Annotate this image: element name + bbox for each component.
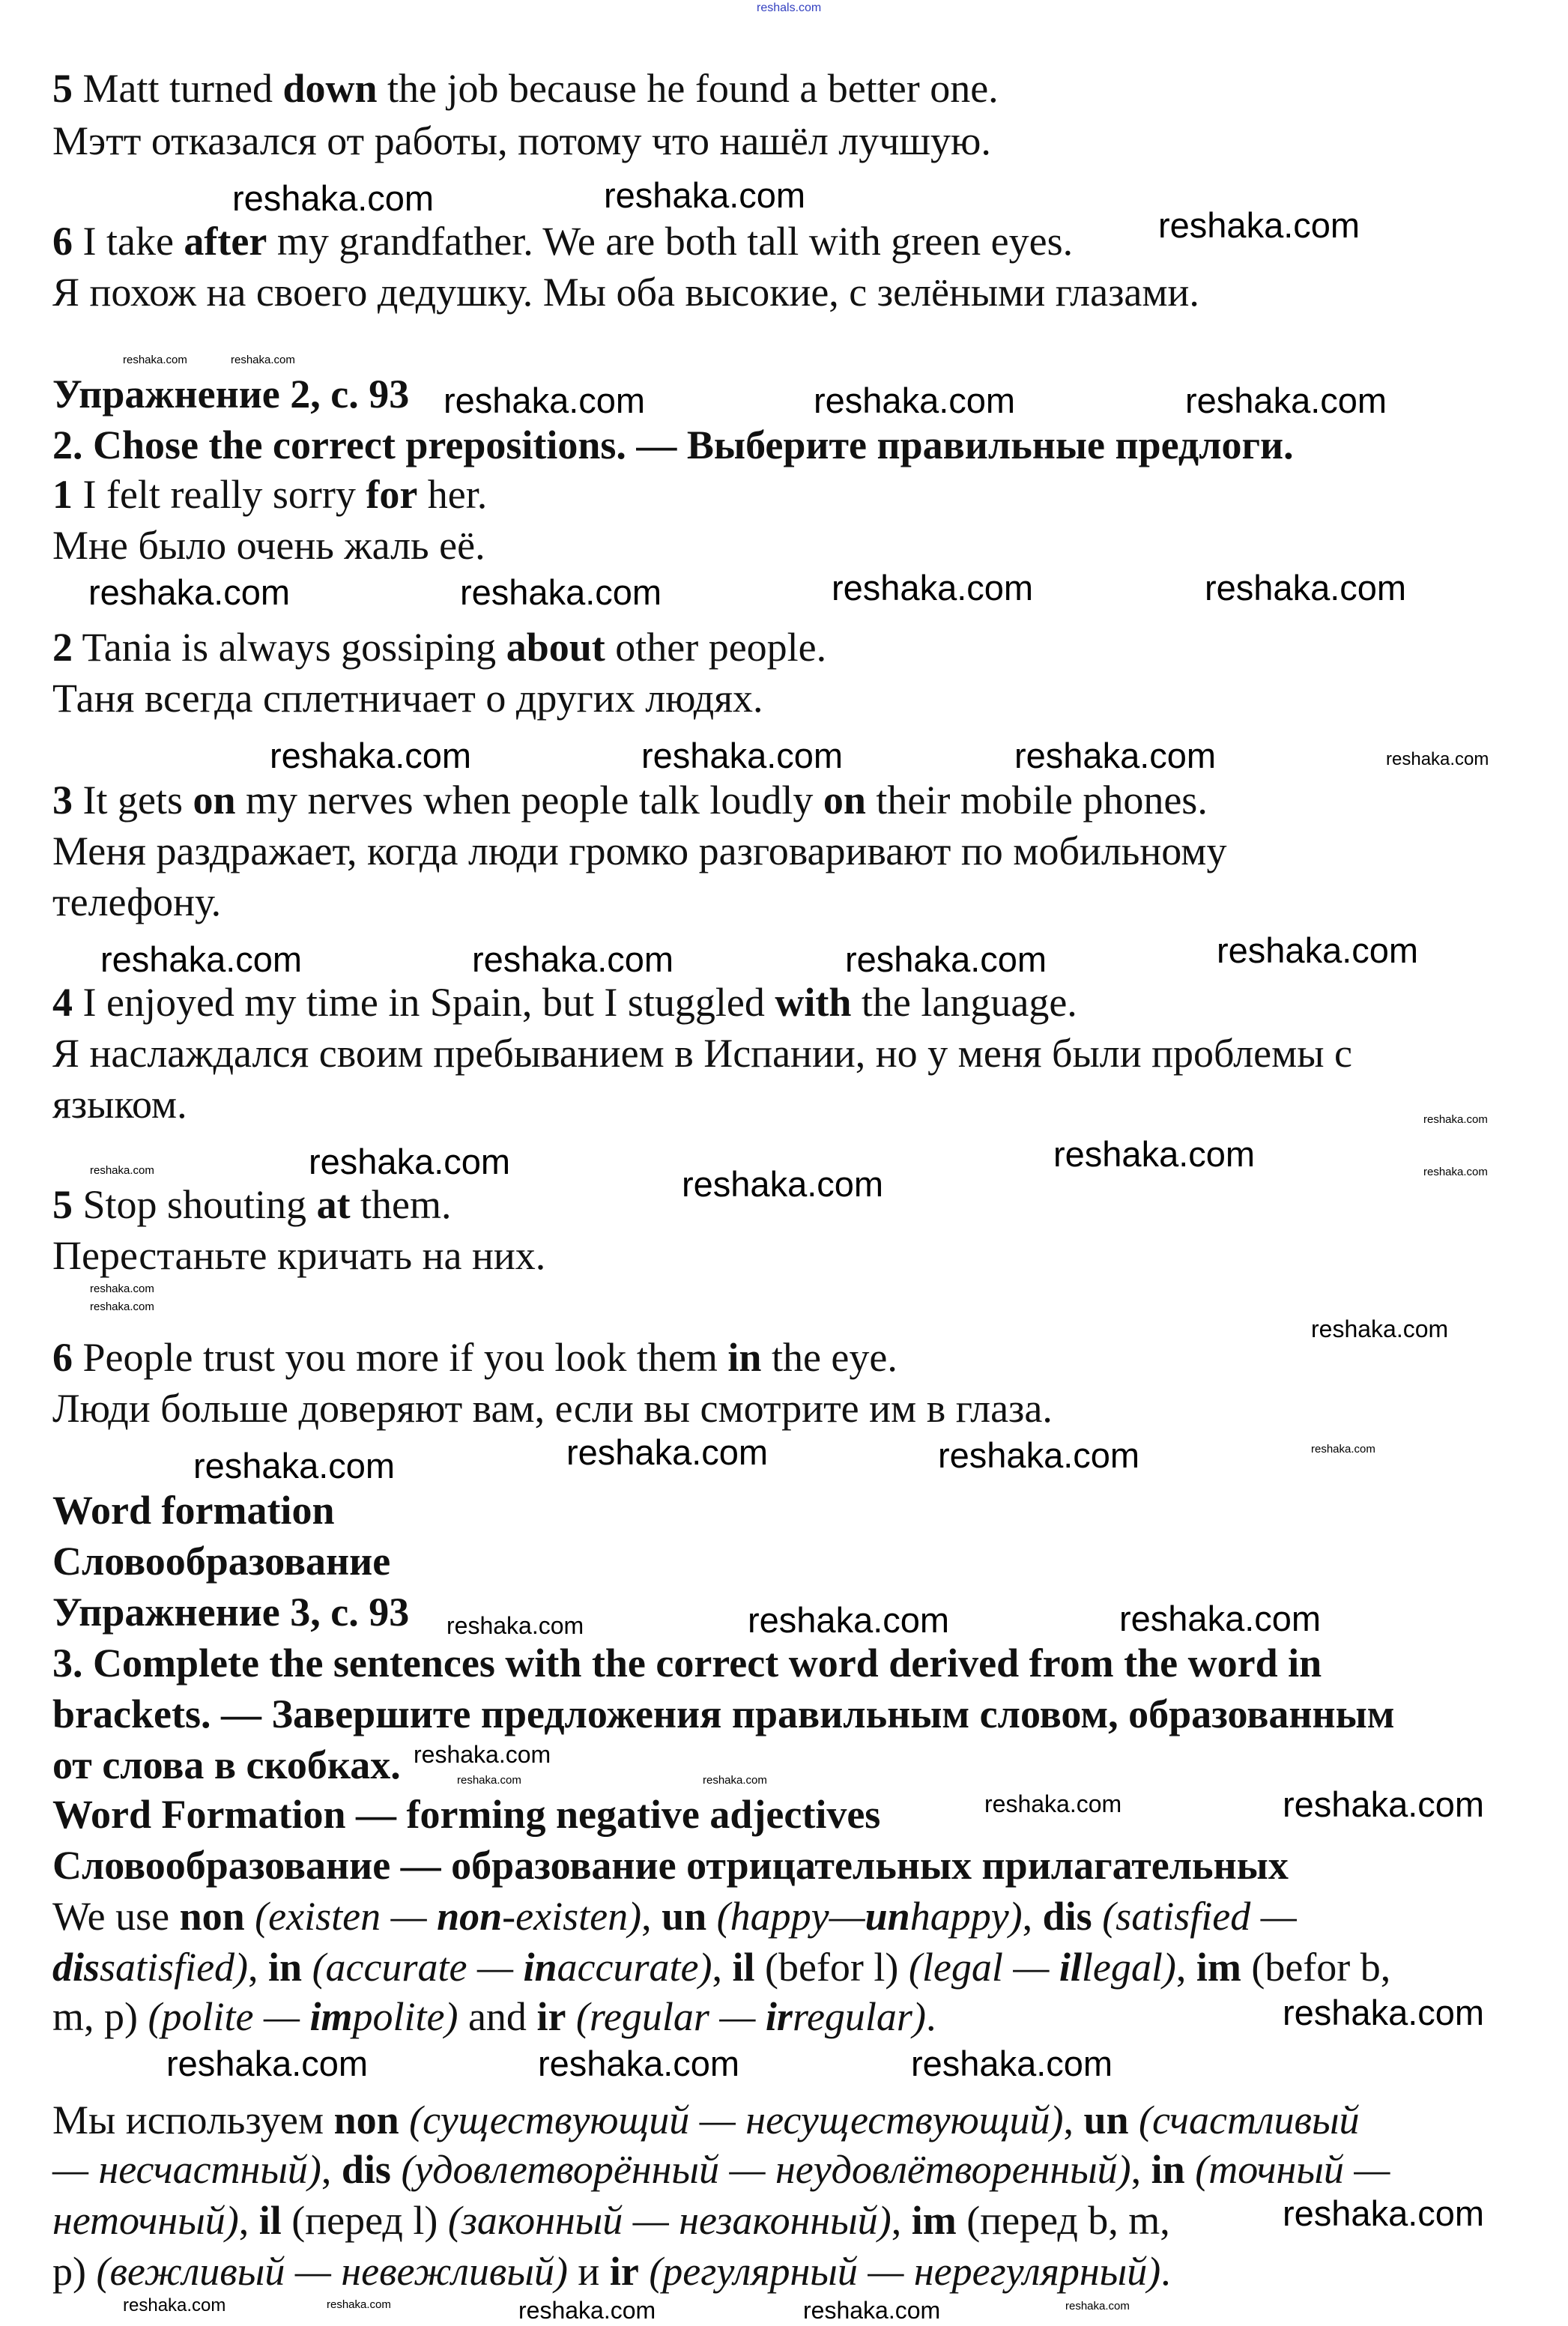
text-run: (перед b, m, — [956, 2198, 1170, 2243]
watermark: reshaka.com — [938, 1435, 1140, 1475]
watermark: reshaka.com — [123, 353, 187, 366]
text-line — [52, 1893, 1297, 1939]
text-run: Таня всегда сплетничает о других людях. — [52, 676, 763, 721]
emphasis-run: (regular — — [575, 1994, 766, 2039]
watermark: reshaka.com — [123, 2295, 226, 2316]
emphasis-run: 1 — [52, 472, 73, 517]
watermark: reshaka.com — [604, 175, 806, 215]
watermark: reshaka.com — [309, 1141, 511, 1181]
emphasis-run: 3 — [52, 778, 73, 823]
text-line — [52, 1232, 545, 1279]
emphasis-run: ir — [609, 2249, 639, 2294]
text-run — [1129, 2098, 1139, 2142]
text-run: Tania is always gossiping — [73, 625, 506, 670]
emphasis-run: ir — [536, 1994, 566, 2039]
watermark: reshaka.com — [90, 1282, 154, 1295]
text-run: the language. — [851, 980, 1077, 1025]
watermark: reshaka.com — [641, 735, 844, 775]
watermark: reshaka.com — [814, 380, 1016, 420]
text-run — [1185, 2147, 1196, 2192]
emphasis-run: dis — [52, 1945, 100, 1990]
emphasis-run: 2. Chose the correct prepositions. — Выберите правильные предлоги. — [52, 423, 1294, 467]
text-run: , — [1175, 1945, 1196, 1990]
emphasis-run: at — [316, 1182, 351, 1227]
emphasis-run: polite) — [352, 1994, 458, 2039]
watermark: reshaka.com — [518, 2297, 656, 2324]
emphasis-run: 5 — [52, 66, 73, 111]
text-run: her. — [417, 472, 488, 517]
emphasis-run: (удовлетворённый — неудовлётворенный) — [401, 2147, 1131, 2192]
emphasis-run: il — [732, 1945, 755, 1990]
emphasis-run: un — [662, 1894, 707, 1939]
watermark: reshaka.com — [1065, 2299, 1130, 2313]
watermark: reshaka.com — [1014, 735, 1217, 775]
text-run: Я похож на своего дедушку. Мы оба высокие, с зелёными глазами. — [52, 270, 1199, 315]
emphasis-run: happy) — [909, 1894, 1023, 1939]
watermark: reshaka.com — [845, 939, 1047, 979]
emphasis-run: im — [1196, 1945, 1241, 1990]
emphasis-run: 3. Complete the sentences with the correct word derived from the word in — [52, 1641, 1322, 1686]
text-run: my nerves when people talk loudly — [235, 778, 823, 823]
text-run — [399, 2098, 410, 2142]
text-line — [52, 1944, 1390, 1990]
emphasis-run: неточный) — [52, 2198, 239, 2243]
emphasis-run: (точный — — [1195, 2147, 1390, 2192]
emphasis-run: (законный — незаконный) — [447, 2198, 892, 2243]
watermark: reshaka.com — [1311, 1315, 1449, 1342]
watermark: reshaka.com — [90, 1300, 154, 1313]
text-run: p) — [52, 2249, 97, 2294]
text-run: , — [321, 2147, 342, 2192]
text-run — [706, 1894, 717, 1939]
watermark: reshaka.com — [231, 353, 295, 366]
text-run — [302, 1945, 312, 1990]
watermark: reshaka.com — [232, 178, 435, 218]
emphasis-run: (вежливый — невежливый) — [96, 2249, 568, 2294]
watermark: reshaka.com — [88, 572, 291, 612]
emphasis-run: in — [727, 1335, 762, 1380]
watermark: reshaka.com — [1158, 205, 1360, 245]
text-line — [52, 471, 487, 518]
watermark: reshaka.com — [1423, 1165, 1488, 1178]
emphasis-run: Word formation — [52, 1488, 335, 1533]
watermark: reshaka.com — [166, 2043, 369, 2083]
text-line — [52, 1487, 334, 1533]
text-line — [52, 828, 1226, 874]
watermark: reshaka.com — [538, 2043, 740, 2083]
text-line — [52, 269, 1199, 315]
text-run: языком. — [52, 1082, 187, 1127]
watermark: reshaka.com — [327, 2298, 391, 2311]
emphasis-run: (legal — — [908, 1945, 1059, 1990]
header-watermark: reshals.com — [757, 1, 822, 14]
text-line — [52, 1640, 1322, 1686]
text-run — [245, 1894, 255, 1939]
text-run: , — [248, 1945, 269, 1990]
text-run — [391, 2147, 402, 2192]
text-run: Stop shouting — [73, 1182, 317, 1227]
text-line — [52, 1993, 936, 2040]
emphasis-run: down — [282, 66, 378, 111]
watermark: reshaka.com — [100, 939, 303, 979]
text-run: , — [1130, 2147, 1151, 2192]
text-line — [52, 1842, 1289, 1889]
emphasis-run: 4 — [52, 980, 73, 1025]
watermark: reshaka.com — [1386, 749, 1489, 769]
emphasis-run: (счастливый — [1139, 2098, 1360, 2142]
text-run: Matt turned — [73, 66, 283, 111]
text-run: m, p) — [52, 1994, 148, 2039]
text-run: . — [1160, 2249, 1171, 2294]
emphasis-run: regular) — [792, 1994, 926, 2039]
emphasis-run: (satisfied — — [1102, 1894, 1297, 1939]
emphasis-run: legal) — [1081, 1945, 1176, 1990]
text-line — [52, 1334, 897, 1381]
emphasis-run: (accurate — — [312, 1945, 524, 1990]
emphasis-run: Упражнение 3, с. 93 — [52, 1590, 410, 1635]
text-line — [52, 979, 1077, 1026]
watermark: reshaka.com — [90, 1163, 154, 1177]
emphasis-run: in — [268, 1945, 303, 1990]
text-line — [52, 1081, 187, 1127]
text-line — [52, 1030, 1352, 1076]
text-run — [1092, 1894, 1103, 1939]
text-line — [52, 624, 826, 670]
watermark: reshaka.com — [911, 2043, 1113, 2083]
emphasis-run: on — [823, 778, 866, 823]
watermark: reshaka.com — [1053, 1133, 1256, 1174]
emphasis-run: от слова в скобках. — [52, 1742, 401, 1787]
text-run: , — [641, 1894, 662, 1939]
emphasis-run: Word Formation — forming negative adjectives — [52, 1792, 881, 1837]
text-run: (befor b, — [1241, 1945, 1391, 1990]
emphasis-run: 2 — [52, 625, 73, 670]
text-run: I take — [73, 219, 184, 264]
text-run: , — [1063, 2098, 1084, 2142]
watermark: reshaka.com — [472, 939, 674, 979]
text-line — [52, 422, 1294, 468]
watermark: reshaka.com — [703, 1773, 767, 1787]
text-run: . — [925, 1994, 936, 2039]
watermark: reshaka.com — [1283, 1784, 1485, 1824]
text-line — [52, 675, 763, 721]
text-run: the job because he found a better one. — [377, 66, 999, 111]
emphasis-run: il — [1059, 1945, 1082, 1990]
text-run: Меня раздражает, когда люди громко разговаривают по мобильному — [52, 829, 1227, 873]
text-line — [52, 2146, 1390, 2193]
text-run: , — [891, 2198, 912, 2243]
emphasis-run: im — [309, 1994, 353, 2039]
emphasis-run: ir — [765, 1994, 793, 2039]
emphasis-run: dis — [1042, 1894, 1092, 1939]
emphasis-run: Упражнение 2, с. 93 — [52, 372, 410, 417]
text-run: them. — [350, 1182, 452, 1227]
emphasis-run: (existen — — [255, 1894, 438, 1939]
emphasis-run: 6 — [52, 219, 73, 264]
text-run: и — [567, 2249, 610, 2294]
watermark: reshaka.com — [414, 1741, 551, 1768]
emphasis-run: (регулярный — нерегулярный) — [649, 2249, 1161, 2294]
text-line — [52, 2097, 1360, 2143]
text-line — [52, 1691, 1395, 1737]
text-run: their mobile phones. — [865, 778, 1208, 823]
emphasis-run: in — [523, 1945, 557, 1990]
text-line — [52, 1589, 409, 1635]
watermark: reshaka.com — [748, 1599, 950, 1640]
emphasis-run: 6 — [52, 1335, 73, 1380]
emphasis-run: accurate) — [557, 1945, 712, 1990]
emphasis-run: dis — [341, 2147, 391, 2192]
text-line — [52, 65, 999, 112]
text-run: (befor l) — [754, 1945, 909, 1990]
watermark: reshaka.com — [1311, 1442, 1375, 1456]
text-line — [52, 118, 991, 164]
text-line — [52, 371, 409, 417]
text-run: , — [238, 2198, 259, 2243]
text-run: , — [1022, 1894, 1043, 1939]
emphasis-run: after — [184, 219, 267, 264]
watermark: reshaka.com — [1423, 1112, 1488, 1126]
watermark: reshaka.com — [566, 1432, 769, 1472]
text-run: , — [712, 1945, 733, 1990]
text-run: I felt really sorry — [73, 472, 366, 517]
text-line — [52, 522, 485, 569]
watermark: reshaka.com — [270, 735, 472, 775]
emphasis-run: non — [179, 1894, 245, 1939]
watermark: reshaka.com — [193, 1445, 396, 1485]
watermark: reshaka.com — [1217, 930, 1419, 970]
emphasis-run: un — [1083, 2098, 1129, 2142]
emphasis-run: for — [366, 472, 418, 517]
text-line — [52, 1791, 880, 1838]
watermark: reshaka.com — [1283, 2193, 1485, 2233]
watermark: reshaka.com — [1283, 1992, 1485, 2032]
text-run: other people. — [605, 625, 827, 670]
text-run: my grandfather. We are both tall with green eyes. — [267, 219, 1074, 264]
text-run: (перед l) — [281, 2198, 448, 2243]
watermark: reshaka.com — [984, 1790, 1122, 1817]
watermark: reshaka.com — [832, 567, 1034, 608]
text-run: the eye. — [761, 1335, 897, 1380]
emphasis-run: — несчастный) — [52, 2147, 321, 2192]
watermark: reshaka.com — [447, 1612, 584, 1639]
emphasis-run: non — [333, 2098, 399, 2142]
text-line — [52, 1385, 1053, 1432]
text-run: телефону. — [52, 879, 222, 924]
emphasis-run: non — [437, 1894, 503, 1939]
text-run: People trust you more if you look them — [73, 1335, 728, 1380]
emphasis-run: (существующий — несуществующий) — [409, 2098, 1064, 2142]
watermark: reshaka.com — [803, 2297, 941, 2324]
text-run: Люди больше доверяют вам, если вы смотрите им в глаза. — [52, 1386, 1053, 1431]
text-run: Перестаньте кричать на них. — [52, 1233, 546, 1278]
text-line — [52, 2248, 1171, 2295]
text-run: and — [458, 1994, 537, 2039]
watermark: reshaka.com — [682, 1163, 884, 1204]
emphasis-run: with — [775, 980, 852, 1025]
emphasis-run: about — [506, 625, 605, 670]
emphasis-run: (polite — — [148, 1994, 310, 2039]
text-run: Я наслаждался своим пребыванием в Испании, но у меня были проблемы с — [52, 1031, 1352, 1076]
text-run: Мэтт отказался от работы, потому что нашёл лучшую. — [52, 118, 991, 163]
text-line — [52, 1181, 452, 1228]
text-line — [52, 218, 1073, 264]
text-run: Мы используем — [52, 2098, 334, 2142]
emphasis-run: (happy— — [716, 1894, 865, 1939]
emphasis-run: un — [865, 1894, 910, 1939]
text-run — [566, 1994, 576, 2039]
emphasis-run: satisfied) — [100, 1945, 249, 1990]
watermark: reshaka.com — [1119, 1598, 1322, 1638]
text-run: It gets — [73, 778, 193, 823]
emphasis-run: im — [911, 2198, 957, 2243]
watermark: reshaka.com — [457, 1773, 521, 1787]
watermark: reshaka.com — [444, 380, 646, 420]
text-line — [52, 879, 221, 925]
emphasis-run: Словообразование — [52, 1539, 391, 1584]
text-run: Мне было очень жаль её. — [52, 523, 485, 568]
emphasis-run: in — [1151, 2147, 1185, 2192]
text-line — [52, 1742, 401, 1788]
text-run: I enjoyed my time in Spain, but I stuggled — [73, 980, 775, 1025]
emphasis-run: on — [193, 778, 236, 823]
text-run: We use — [52, 1894, 180, 1939]
emphasis-run: 5 — [52, 1182, 73, 1227]
watermark: reshaka.com — [460, 572, 662, 612]
emphasis-run: il — [258, 2198, 282, 2243]
emphasis-run: -existen) — [502, 1894, 642, 1939]
emphasis-run: Словообразование — образование отрицательных прилагательных — [52, 1843, 1289, 1888]
text-line — [52, 777, 1208, 823]
watermark: reshaka.com — [1205, 567, 1407, 608]
text-line — [52, 1538, 390, 1584]
text-line — [52, 2197, 1170, 2244]
emphasis-run: brackets. — Завершите предложения правильным словом, образованным — [52, 1692, 1395, 1736]
text-run — [639, 2249, 650, 2294]
watermark: reshaka.com — [1185, 380, 1387, 420]
